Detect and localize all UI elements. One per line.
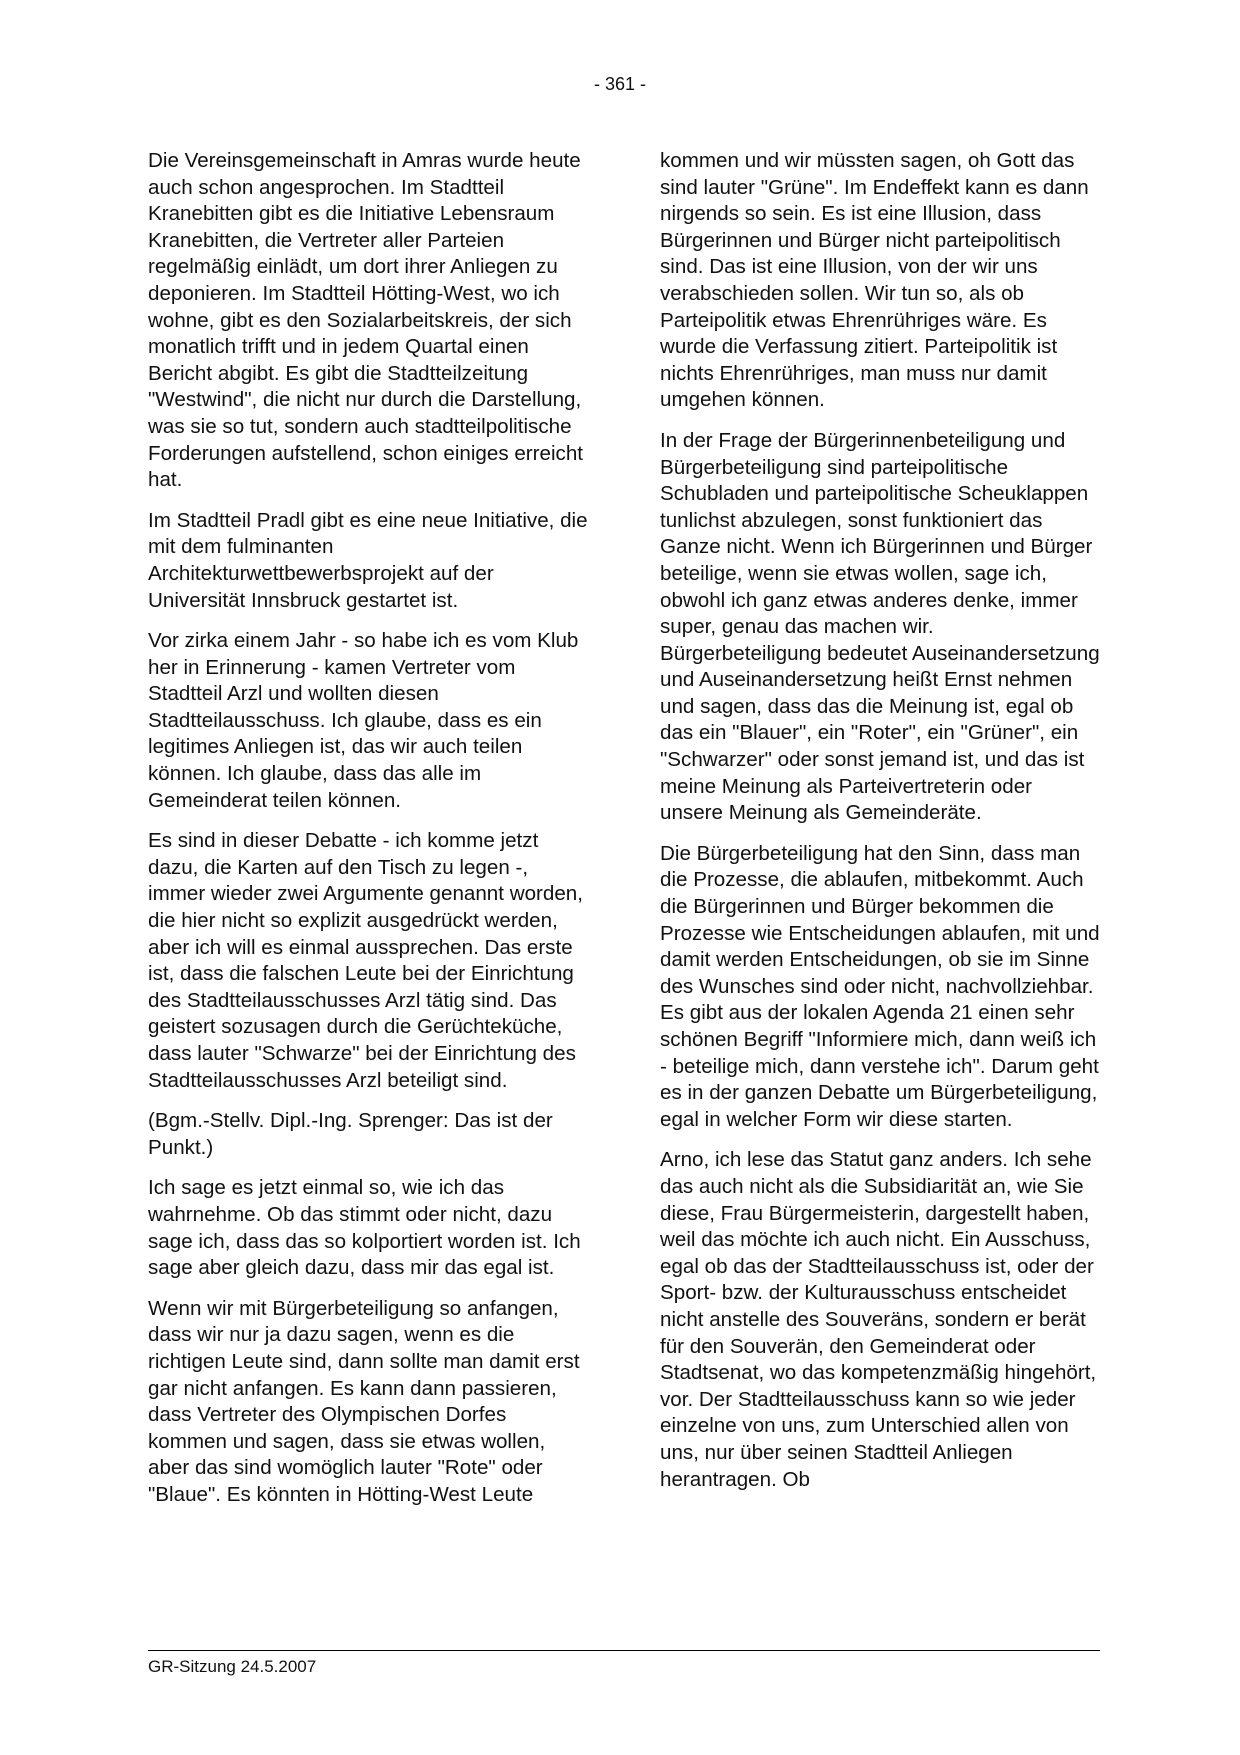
- paragraph: Die Bürgerbeteiligung hat den Sinn, dass man die Prozesse, die ablaufen, mitbekommt. Auch die Bürgerinnen und Bürger bekommen die Prozesse wie Entscheidungen ablaufen, mit und damit werden Entscheidungen, ob sie im Sinne des Wunsches sind oder nicht, nachvollziehbar. Es gibt aus der lokalen Agenda 21 einen sehr schönen Begriff "Informiere mich, dann weiß ich - beteilige mich, dann verstehe ich". Darum geht es in der ganzen Debatte um Bürgerbeteiligung, egal in welcher Form wir diese starten.: [660, 841, 1100, 1131]
- footer-divider: [148, 1650, 1100, 1651]
- footer-session-date: GR-Sitzung 24.5.2007: [148, 1657, 317, 1676]
- paragraph: kommen und wir müssten sagen, oh Gott das sind lauter "Grüne". Im Endeffekt kann es dann nirgends so sein. Es ist eine Illusion, dass Bürgerinnen und Bürger nicht parteipolitisch sind. Das ist eine Illusion, von der wir uns verabschieden sollen. Wir tun so, als ob Parteipolitik etwas Ehrenrühriges wäre. Es wurde die Verfassung zitiert. Parteipolitik ist nichts Ehrenrühriges, man muss nur damit umgehen können.: [660, 149, 1089, 412]
- paragraph: Wenn wir mit Bürgerbeteiligung so anfangen, dass wir nur ja dazu sagen, wenn es die richtigen Leute sind, dann sollte man damit erst gar nicht anfangen. Es kann dann passieren, dass Vertreter des Olympischen Dorfes kommen und sagen, dass sie etwas wollen, aber das sind womöglich lauter "Rote" oder "Blaue". Es könnten in Hötting-West Leute: [148, 1296, 580, 1506]
- paragraph: In der Frage der Bürgerinnenbeteiligung und Bürgerbeteiligung sind parteipolitische Schubladen und parteipolitische Scheuklappen tunlichst abzulegen, sonst funktioniert das Ganze nicht. Wenn ich Bürgerinnen und Bürger beteilige, wenn sie etwas wollen, sage ich, obwohl ich ganz etwas anderes denke, immer super, genau das machen wir. Bürgerbeteiligung bedeutet Auseinandersetzung und Auseinandersetzung heißt Ernst nehmen und sagen, dass das die Meinung ist, egal ob das ein "Blauer", ein "Roter", ein "Grüner", ein "Schwarzer" oder sonst jemand ist, und das ist meine Meinung als Parteivertreterin oder unsere Meinung als Gemeinderäte.: [660, 428, 1100, 825]
- page-number: - 361 -: [593, 74, 647, 94]
- paragraph: (Bgm.-Stellv. Dipl.-Ing. Sprenger: Das ist der Punkt.): [148, 1109, 553, 1159]
- paragraph: Arno, ich lese das Statut ganz anders. Ich sehe das auch nicht als die Subsidiarität an, wie Sie diese, Frau Bürgermeisterin, dargestellt haben, weil das möchte ich auch nicht. Ein Ausschuss, egal ob das der Stadtteilausschuss ist, oder der Sport- bzw. der Kulturausschuss entscheidet nicht anstelle des Souveräns, sondern er berät für den Souverän, den Gemeinderat oder Stadtsenat, wo das kompetenzmäßig hingehört, vor. Der Stadtteilausschuss kann so wie jeder einzelne von uns, zum Unterschied allen von uns, nur über seinen Stadtteil Anliegen herantragen. Ob: [660, 1148, 1097, 1491]
- paragraph: Im Stadtteil Pradl gibt es eine neue Initiative, die mit dem fulminanten Architekturwettbewerbsprojekt auf der Universität Innsbruck gestartet ist.: [148, 508, 588, 612]
- paragraph: Es sind in dieser Debatte - ich komme jetzt dazu, die Karten auf den Tisch zu legen -, immer wieder zwei Argumente genannt worden, die hier nicht so explizit ausgedrückt werden, aber ich will es einmal aussprechen. Das erste ist, dass die falschen Leute bei der Einrichtung des Stadtteilausschusses Arzl tätig sind. Das geistert sozusagen durch die Gerüchteküche, dass lauter "Schwarze" bei der Einrichtung des Stadtteilausschusses Arzl beteiligt sind.: [148, 829, 583, 1092]
- paragraph: Vor zirka einem Jahr - so habe ich es vom Klub her in Erinnerung - kamen Vertreter vom Stadtteil Arzl und wollten diesen Stadtteilausschuss. Ich glaube, dass es ein legitimes Anliegen ist, das wir auch teilen können. Ich glaube, dass das alle im Gemeinderat teilen können.: [148, 629, 579, 812]
- paragraph: Die Vereinsgemeinschaft in Amras wurde heute auch schon angesprochen. Im Stadtteil Kranebitten gibt es die Initiative Lebensraum Kranebitten, die Vertreter aller Parteien regelmäßig einlädt, um dort ihrer Anliegen zu deponieren. Im Stadtteil Hötting-West, wo ich wohne, gibt es den Sozialarbeitskreis, der sich monatlich trifft und in jedem Quartal einen Bericht abgibt. Es gibt die Stadtteilzeitung "Westwind", die nicht nur durch die Darstellung, was sie so tut, sondern auch stadtteilpolitische Forderungen aufstellend, schon einiges erreicht hat.: [148, 149, 584, 492]
- paragraph: Ich sage es jetzt einmal so, wie ich das wahrnehme. Ob das stimmt oder nicht, dazu sage ich, dass das so kolportiert worden ist. Ich sage aber gleich dazu, dass mir das egal ist.: [148, 1176, 581, 1280]
- left-text-column: [148, 148, 588, 1523]
- right-text-column: [660, 148, 1100, 1507]
